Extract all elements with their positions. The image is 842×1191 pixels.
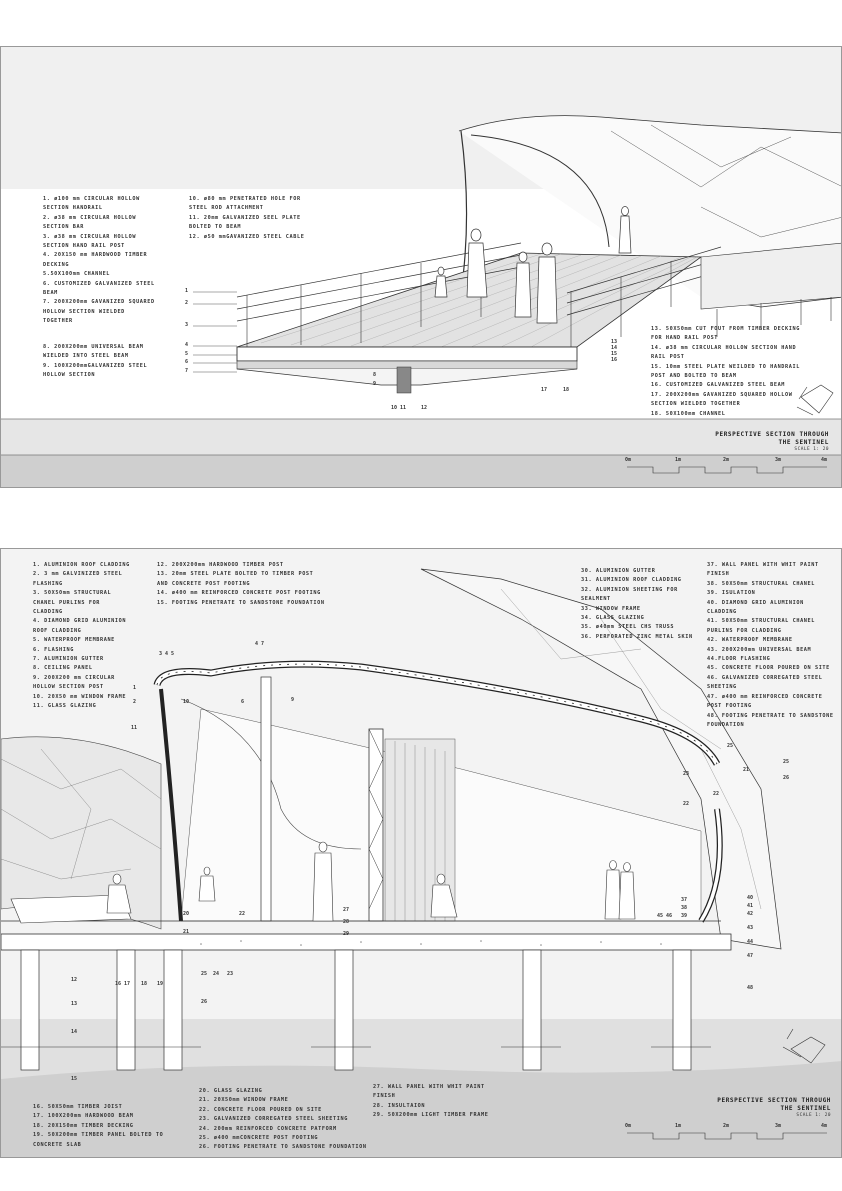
callout-number: 3 bbox=[185, 322, 189, 328]
section-panel-deck bbox=[0, 46, 842, 488]
callout-number: 37 bbox=[681, 897, 688, 903]
legend-item: 29. 50X200mm LIGHT TIMBER FRAME bbox=[373, 1112, 489, 1119]
legend-item: 45. CONCRETE FLOOR POURED ON SITE bbox=[707, 665, 830, 672]
legend-item: 13. 50X50mm CUT FOUT FROM TIMBER DECKING FOR HAND RAIL POST bbox=[651, 326, 800, 342]
callout-number: 43 bbox=[747, 925, 754, 931]
callout-number: 1 bbox=[133, 685, 137, 691]
scale-label: SCALE 1: 20 bbox=[796, 1113, 831, 1118]
legend-item: 36. PERFORATED ZINC METAL SKIN bbox=[581, 633, 693, 640]
callout-number: 10 bbox=[183, 699, 190, 705]
legend-item: 13. 20mm STEEL PLATE BOLTED TO TIMBER POST AND CONCRETE POST FOOTING bbox=[157, 571, 314, 587]
scalebar-label: 4m bbox=[821, 1123, 828, 1129]
legend-pavilion-37-48 bbox=[707, 561, 837, 730]
callout-number: 47 bbox=[747, 953, 754, 959]
legend-item: 7. 200X200mm GAVANIZED SQUARED HOLLOW SECTION WIELDED TOGETHER bbox=[43, 299, 155, 325]
callout-number: 4 7 bbox=[255, 641, 265, 647]
callout-number: 29 bbox=[343, 931, 350, 937]
callout-number: 18 bbox=[563, 387, 570, 393]
legend-deck-13-18 bbox=[651, 325, 801, 419]
callout-number: 18 bbox=[141, 981, 148, 987]
callout-number: 25 bbox=[727, 743, 734, 749]
scalebar-label: 1m bbox=[675, 1123, 682, 1129]
scalebar-label: 2m bbox=[723, 1123, 730, 1129]
callout-number: 40 bbox=[747, 895, 754, 901]
legend-item: 9. 100X200mmGALVANIZED STEEL HOLLOW SECTION bbox=[43, 362, 148, 379]
callout-number: 27 bbox=[343, 907, 350, 913]
legend-item: 15. FOOTING PENETRATE TO SANDSTONE FOUNDATION bbox=[157, 599, 325, 606]
callout-number: 2 bbox=[185, 300, 189, 306]
legend-item: 5. WATERPROOF MEMBRANE bbox=[33, 637, 115, 644]
callout-number: 17 bbox=[541, 387, 548, 393]
scalebar-label: 0m bbox=[625, 1123, 632, 1129]
callout-number: 22 bbox=[683, 801, 690, 807]
callout-number: 9 bbox=[291, 697, 295, 703]
legend-item: 43. 200X200mm UNIVERSAL BEAM bbox=[707, 646, 812, 653]
legend-item: 22. CONCRETE FLOOR POURED ON SITE bbox=[199, 1106, 322, 1113]
callout-number: 22 bbox=[239, 911, 246, 917]
callout-number: 21 bbox=[183, 929, 190, 935]
legend-item: 3. 50X50mm STRUCTURAL CHANEL PURLINS FOR CLADDING bbox=[33, 590, 112, 616]
legend-item: 23. GALVANIZED CORREGATED STEEL SHEETING bbox=[199, 1116, 348, 1123]
legend-item: 18. 50X100mm CHANNEL bbox=[651, 410, 726, 417]
legend-pavilion-12-15 bbox=[157, 561, 327, 608]
legend-item: 10. ø80 mm PENETRATED HOLE FOR STEEL ROD ATTACHMENT bbox=[189, 196, 301, 212]
legend-item: 12. 200X200mm HARDWOOD TIMBER POST bbox=[157, 562, 284, 568]
callout-number: 11 bbox=[131, 725, 138, 731]
callout-number: 7 bbox=[185, 368, 189, 374]
callout-number: 12 bbox=[71, 977, 78, 983]
callout-number: 21 bbox=[743, 767, 750, 773]
callout-number: 6 bbox=[185, 359, 189, 365]
callout-number: 8 bbox=[373, 372, 377, 378]
legend-item: 16. CUSTOMIZED GALVANIZED STEEL BEAM bbox=[651, 382, 786, 389]
legend-item: 17. 200X200mm GAVANIZED SQUARED HOLLOW SECTION WIELDED TOGETHER bbox=[651, 391, 793, 408]
section-title: PERSPECTIVE SECTION THROUGH THE SENTINEL bbox=[717, 1097, 831, 1112]
legend-item: 44.FLOOR FLASHING bbox=[707, 656, 771, 663]
scalebar-label: 4m bbox=[821, 457, 828, 463]
legend-item: 14. ø400 mm REINFORCED CONCRETE POST FOOTING bbox=[157, 590, 321, 597]
legend-item: 41. 50X50mm STRUCTURAL CHANEL PURLINS FOR CLADDING bbox=[707, 618, 815, 634]
callout-number: 16 bbox=[611, 357, 618, 363]
callout-number: 48 bbox=[747, 985, 754, 991]
callout-number: 9 bbox=[373, 381, 377, 387]
legend-item: 35. ø40mm STEEL CHS TRUSS bbox=[581, 624, 675, 631]
legend-item: 26. FOOTING PENETRATE TO SANDSTONE FOUNDATION bbox=[199, 1144, 367, 1151]
legend-item: 34. GLASS GLAZING bbox=[581, 615, 645, 622]
legend-item: 1. ALUMINION ROOF CLADDING bbox=[33, 562, 130, 568]
legend-pavilion-20-26 bbox=[199, 1087, 369, 1153]
legend-item: 9. 200X200 mm CIRCULAR HOLLOW SECTION POST bbox=[33, 674, 115, 691]
legend-item: 6. CUSTOMIZED GALVANIZED STEEL BEAM bbox=[43, 280, 155, 297]
callout-number: 16 17 bbox=[115, 981, 131, 987]
callout-number: 38 bbox=[681, 905, 688, 911]
legend-item: 31. ALUMINION ROOF CLADDING bbox=[581, 577, 682, 584]
legend-item: 4. DIAMOND GRID ALUMINION ROOF CLADDING bbox=[33, 618, 127, 634]
legend-pavilion-30-36 bbox=[581, 567, 709, 642]
callout-number: 15 bbox=[611, 351, 618, 357]
callout-number: 28 bbox=[343, 919, 350, 925]
legend-item: 39. ISULATION bbox=[707, 590, 756, 597]
legend-item: 42. WATERPROOF MEMBRANE bbox=[707, 637, 793, 644]
callout-number: 26 bbox=[201, 999, 208, 1005]
legend-item: 48. FOOTING PENETRATE TO SANDSTONE FOUNDATION bbox=[707, 712, 834, 728]
legend-item: 7. ALUMINION GUTTER bbox=[33, 656, 104, 663]
legend-item: 21. 20X50mm WINDOW FRAME bbox=[199, 1097, 289, 1104]
legend-deck-8-9 bbox=[43, 343, 155, 381]
legend-item: 2. ø38 mm CIRCULAR HOLLOW SECTION BAR bbox=[43, 214, 137, 231]
section-title: PERSPECTIVE SECTION THROUGH THE SENTINEL bbox=[715, 431, 829, 446]
legend-item: 46. GALVANIZED CORREGATED STEEL SHEETING bbox=[707, 674, 823, 691]
callout-number: 26 bbox=[783, 775, 790, 781]
legend-item: 30. ALUMINION GUTTER bbox=[581, 568, 656, 574]
callout-number: 4 bbox=[185, 342, 189, 348]
callout-number: 15 bbox=[71, 1076, 78, 1082]
callout-number: 13 bbox=[71, 1001, 78, 1007]
callout-number: 1 bbox=[185, 288, 189, 294]
legend-item: 15. 10mm STEEL PLATE WEILDED TO HANDRAIL POST AND BOLTED TO BEAM bbox=[651, 363, 800, 380]
legend-item: 8. 200X200mm UNIVERSAL BEAM WIELDED INTO STEEL BEAM bbox=[43, 344, 144, 360]
callout-number: 42 bbox=[747, 911, 754, 917]
scalebar-label: 3m bbox=[775, 1123, 782, 1129]
callout-number: 6 bbox=[241, 699, 245, 705]
callout-number: 2 bbox=[133, 699, 137, 705]
legend-item: 25. ø400 mmCONCRETE POST FOOTING bbox=[199, 1135, 319, 1142]
callout-number: 14 bbox=[611, 345, 618, 351]
legend-item: 16. 50X50mm TIMBER JOIST bbox=[33, 1104, 123, 1110]
legend-pavilion-16-19 bbox=[33, 1103, 193, 1150]
legend-pavilion-1-11 bbox=[33, 561, 133, 712]
scale-label: SCALE 1: 20 bbox=[794, 447, 829, 452]
legend-item: 38. 50X50mm STRUCTURAL CHANEL bbox=[707, 580, 815, 587]
legend-item: 12. ø50 mmGAVANIZED STEEL CABLE bbox=[189, 233, 305, 240]
legend-item: 8. CEILING PANEL bbox=[33, 665, 93, 672]
callout-number: 12 bbox=[421, 405, 428, 411]
callout-number: 3 4 5 bbox=[159, 651, 175, 657]
legend-pavilion-27-29 bbox=[373, 1083, 503, 1121]
scalebar-label: 0m bbox=[625, 457, 632, 463]
legend-item: 4. 20X150 mm HARDWOOD TIMBER DECKING bbox=[43, 252, 148, 268]
callout-number: 10 11 bbox=[391, 405, 407, 411]
legend-item: 28. INSULTAION bbox=[373, 1102, 426, 1109]
legend-item: 33. WINDOW FRAME bbox=[581, 605, 641, 612]
legend-item: 5.50X100mm CHANNEL bbox=[43, 271, 111, 278]
legend-item: 27. WALL PANEL WITH WHIT PAINT FINISH bbox=[373, 1084, 485, 1100]
callout-number: 23 bbox=[683, 771, 690, 777]
scalebar-label: 1m bbox=[675, 457, 682, 463]
callout-number: 5 bbox=[185, 351, 189, 357]
legend-item: 47. ø400 mm REINFORCED CONCRETE POST FOOTING bbox=[707, 693, 823, 710]
legend-item: 17. 100X200mm HARDWOOD BEAM bbox=[33, 1113, 134, 1120]
legend-item: 2. 3 mm GALVINIZED STEEL FLASHING bbox=[33, 571, 123, 587]
callout-number: 45 46 bbox=[657, 913, 673, 919]
legend-item: 37. WALL PANEL WITH WHIT PAINT FINISH bbox=[707, 562, 819, 578]
callout-number: 44 bbox=[747, 939, 754, 945]
callout-number: 19 bbox=[157, 981, 164, 987]
callout-number: 39 bbox=[681, 913, 688, 919]
callout-number: 25 bbox=[783, 759, 790, 765]
legend-item: 24. 200mm REINFORCED CONCRETE PATFORM bbox=[199, 1125, 337, 1132]
callout-number: 24 bbox=[213, 971, 220, 977]
legend-item: 1. ø100 mm CIRCULAR HOLLOW SECTION HANDRAIL bbox=[43, 196, 140, 212]
callout-number: 14 bbox=[71, 1029, 78, 1035]
legend-item: 10. 20X50 mm WINDOW FRAME bbox=[33, 693, 127, 700]
legend-item: 18. 20X150mm TIMBER DECKING bbox=[33, 1122, 134, 1129]
legend-item: 40. DIAMOND GRID ALUMINION CLADDING bbox=[707, 599, 804, 616]
section-panel-pavilion bbox=[0, 548, 842, 1158]
legend-item: 20. GLASS GLAZING bbox=[199, 1088, 263, 1094]
callout-number: 22 bbox=[713, 791, 720, 797]
callout-number: 25 bbox=[201, 971, 208, 977]
legend-item: 11. GLASS GLAZING bbox=[33, 703, 97, 710]
legend-deck-10-12 bbox=[189, 195, 309, 242]
legend-item: 32. ALUMINION SHEETING FOR SEALMENT bbox=[581, 586, 678, 603]
legend-item: 19. 50X200mm TIMBER PANEL BOLTED TO CONCRETE SLAB bbox=[33, 1132, 164, 1148]
legend-item: 3. ø38 mm CIRCULAR HOLLOW SECTION HAND RAIL POST bbox=[43, 233, 137, 250]
legend-item: 14. ø38 mm CIRCULAR HOLLOW SECTION HAND RAIL POST bbox=[651, 344, 797, 361]
scalebar-label: 2m bbox=[723, 457, 730, 463]
scalebar-label: 3m bbox=[775, 457, 782, 463]
legend-item: 11. 20mm GALVANIZED SEEL PLATE BOLTED TO BEAM bbox=[189, 214, 301, 231]
callout-number: 41 bbox=[747, 903, 754, 909]
callout-number: 20 bbox=[183, 911, 190, 917]
legend-deck-1-7 bbox=[43, 195, 155, 327]
callout-number: 23 bbox=[227, 971, 234, 977]
legend-item: 6. FLASHING bbox=[33, 646, 74, 653]
callout-number: 13 bbox=[611, 339, 618, 345]
